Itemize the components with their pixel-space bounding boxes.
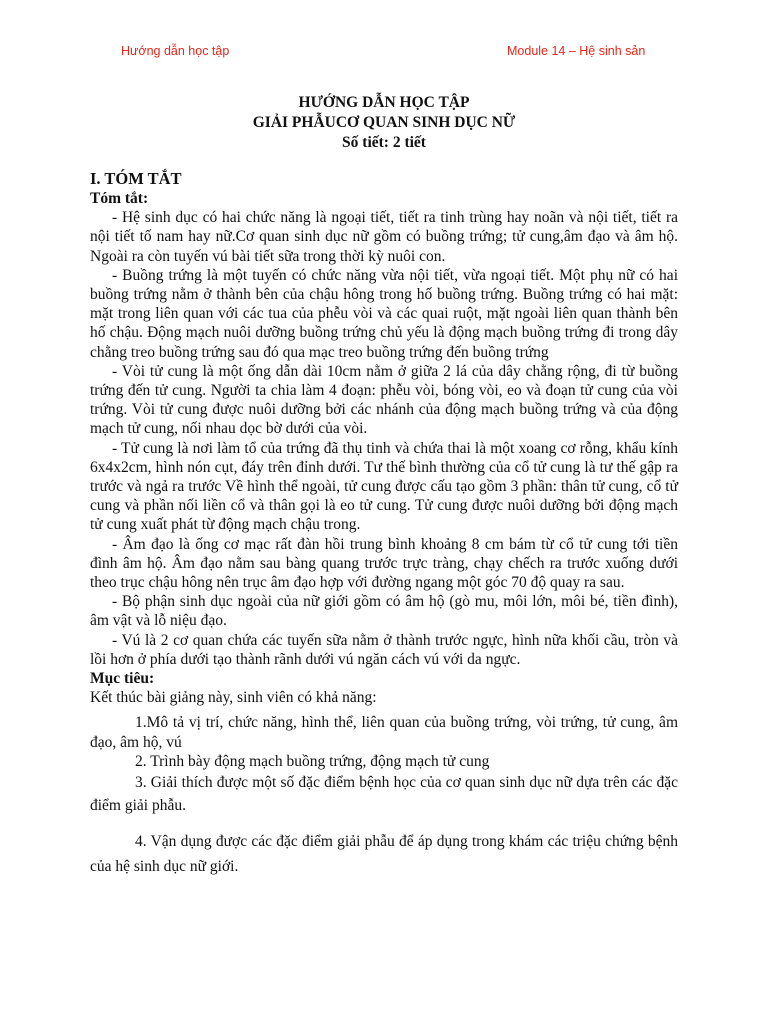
document-subtitle: GIẢI PHẪUCƠ QUAN SINH DỤC NỮ	[252, 114, 516, 131]
objectives-label: Mục tiêu:	[90, 670, 155, 688]
lesson-hours: Số tiết: 2 tiết	[342, 134, 426, 151]
objectives-intro: Kết thúc bài giảng này, sinh viên có khả năng:	[90, 689, 377, 707]
document-title: HƯỚNG DẪN HỌC TẬP	[298, 94, 470, 111]
document-body	[90, 169, 678, 879]
document-title-block	[0, 93, 768, 153]
objective-item: 3. Giải thích được một số đặc điểm bệnh học của cơ quan sinh dục nữ dựa trên các đặc điểm giải phẫu.	[90, 774, 678, 815]
section-heading: I. TÓM TẮT	[90, 169, 182, 188]
summary-paragraph: - Vú là 2 cơ quan chứa các tuyến sữa nằm ở thành trước ngực, hình nữa khối cầu, tròn và lồi hơn ở phía dưới tạo thành rãnh dưới vú ngăn cách vú với da ngực.	[90, 631, 678, 668]
summary-label: Tóm tắt:	[90, 190, 149, 207]
summary-paragraph: - Bộ phận sinh dục ngoài của nữ giới gồm có âm hộ (gò mu, môi lớn, môi bé, tiền đình), âm vật và lỗ niệu đạo.	[90, 593, 678, 630]
summary-paragraph: - Vòi tử cung là một ống dẫn dài 10cm nằm ở giữa 2 lá của dây chằng rộng, đi từ buồng trứng đến tử cung. Người ta chia làm 4 đoạn: phễu vòi, bóng vòi, eo và đoạn tử cung của vòi trứng. Vòi tử cung được nuôi dưỡng bởi các nhánh của động mạch buồng trứng và của động mạch tử cung, nối nhau dọc bờ dưới của vòi.	[90, 362, 678, 438]
header-right-text: Module 14 – Hệ sinh sản	[507, 44, 646, 58]
spacer	[90, 817, 678, 829]
summary-paragraph: - Tử cung là nơi làm tổ của trứng đã thụ tinh và chứa thai là một xoang cơ rỗng, khẩu kính 6x4x2cm, hình nón cụt, đáy trên đỉnh dưới. Tư thế bình thường của cổ tử cung là tư thế gập ra trước và ngả ra trước Về hình thể ngoài, tử cung được cấu tạo gồm 3 phần: thân tử cung, cổ tử cung và phần nối liền cổ và thân gọi là eo tử cung. Tử cung được nuôi dưỡng bởi động mạch tử cung xuất phát từ động mạch chậu trong.	[90, 439, 678, 534]
objective-item: 1.Mô tả vị trí, chức năng, hình thể, liên quan của buồng trứng, vòi trứng, tử cung, âm đạo, âm hộ, vú	[90, 714, 678, 751]
objective-item: 4. Vận dụng được các đặc điểm giải phẫu để áp dụng trong khám các triệu chứng bệnh của hệ sinh dục nữ giới.	[90, 833, 678, 876]
summary-paragraph: - Buồng trứng là một tuyến có chức năng vừa nội tiết, vừa ngoại tiết. Một phụ nữ có hai buồng trứng nằm ở thành bên của chậu hông trong hố buồng trứng. Buồng trứng có hai mặt: mặt trong liên quan với các tua của phễu vòi và các quai ruột, mặt ngoài liên quan thành bên hố chậu. Động mạch nuôi dưỡng buồng trứng chủ yếu là động mạch buồng trứng đi trong dây chằng treo buồng trứng sau đó qua mạc treo buồng trứng đến buồng trứng	[90, 266, 678, 361]
objective-item: 2. Trình bày động mạch buồng trứng, động mạch tử cung	[135, 752, 490, 770]
header-left-text: Hướng dẫn học tập	[121, 44, 230, 58]
summary-paragraph: - Âm đạo là ống cơ mạc rất đàn hồi trung bình khoảng 8 cm bám từ cổ tử cung tới tiền đình âm hộ. Âm đạo nằm sau bàng quang trước trực tràng, chạy chếch ra trước xuống dưới theo trục chậu hông nên trục âm đạo hợp với đường ngang một góc 70 độ quay ra sau.	[90, 535, 678, 592]
summary-paragraph: - Hệ sinh dục có hai chức năng là ngoại tiết, tiết ra tinh trùng hay noãn và nội tiết, tiết ra nội tiết tố nam hay nữ.Cơ quan sinh dục nữ gồm có buồng trứng; tử cung,âm đạo và âm hộ. Ngoài ra còn tuyến vú bài tiết sữa trong thời kỳ nuôi con.	[90, 209, 678, 265]
